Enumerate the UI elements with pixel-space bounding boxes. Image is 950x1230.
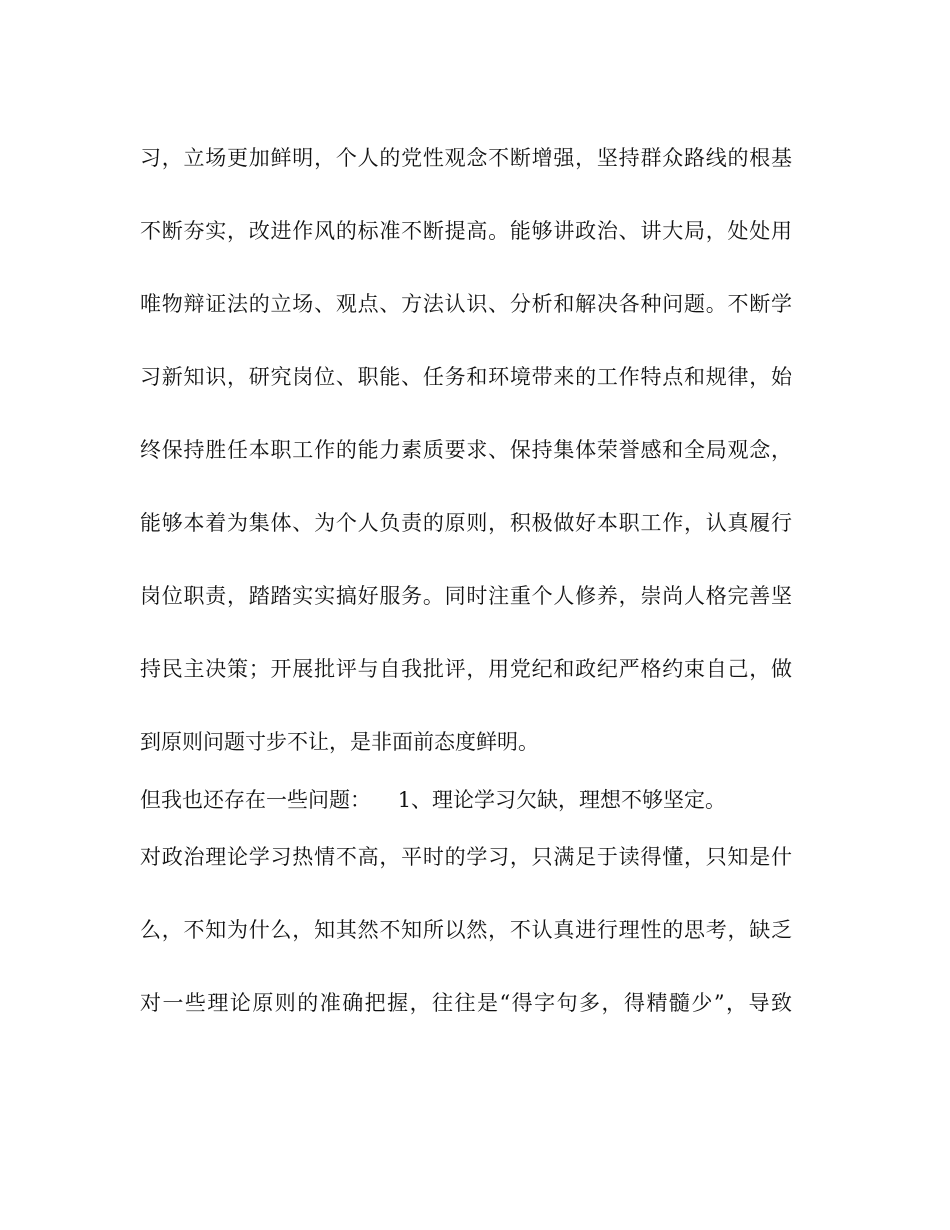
text-line-9: 到原则问题寸步不让，是非面前态度鲜明。	[140, 730, 539, 754]
text-line-4: 习新知识，研究岗位、职能、任务和环境带来的工作特点和规律，始	[140, 365, 792, 389]
text-line-3: 唯物辩证法的立场、观点、方法认识、分析和解决各种问题。不断学	[140, 292, 792, 316]
text-line-11: 对政治理论学习热情不高，平时的学习，只满足于读得懂，只知是什	[140, 845, 792, 869]
text-line-1: 习，立场更加鲜明，个人的党性观念不断增强，坚持群众路线的根基	[140, 146, 792, 170]
text-line-10: 但我也还存在一些问题： 1、理论学习欠缺，理想不够坚定。	[140, 788, 727, 812]
text-line-8: 持民主决策；开展批评与自我批评，用党纪和政纪严格约束自己，做	[140, 657, 792, 681]
text-line-2: 不断夯实，改进作风的标准不断提高。能够讲政治、讲大局，处处用	[140, 219, 792, 243]
text-line-13: 对一些理论原则的准确把握，往往是“得字句多，得精髓少”，导致	[140, 991, 792, 1015]
text-line-12: 么，不知为什么，知其然不知所以然，不认真进行理性的思考，缺乏	[140, 918, 792, 942]
text-line-6: 能够本着为集体、为个人负责的原则，积极做好本职工作，认真履行	[140, 511, 792, 535]
text-line-7: 岗位职责，踏踏实实搞好服务。同时注重个人修养，崇尚人格完善坚	[140, 584, 792, 608]
text-line-5: 终保持胜任本职工作的能力素质要求、保持集体荣誉感和全局观念，	[140, 438, 792, 462]
